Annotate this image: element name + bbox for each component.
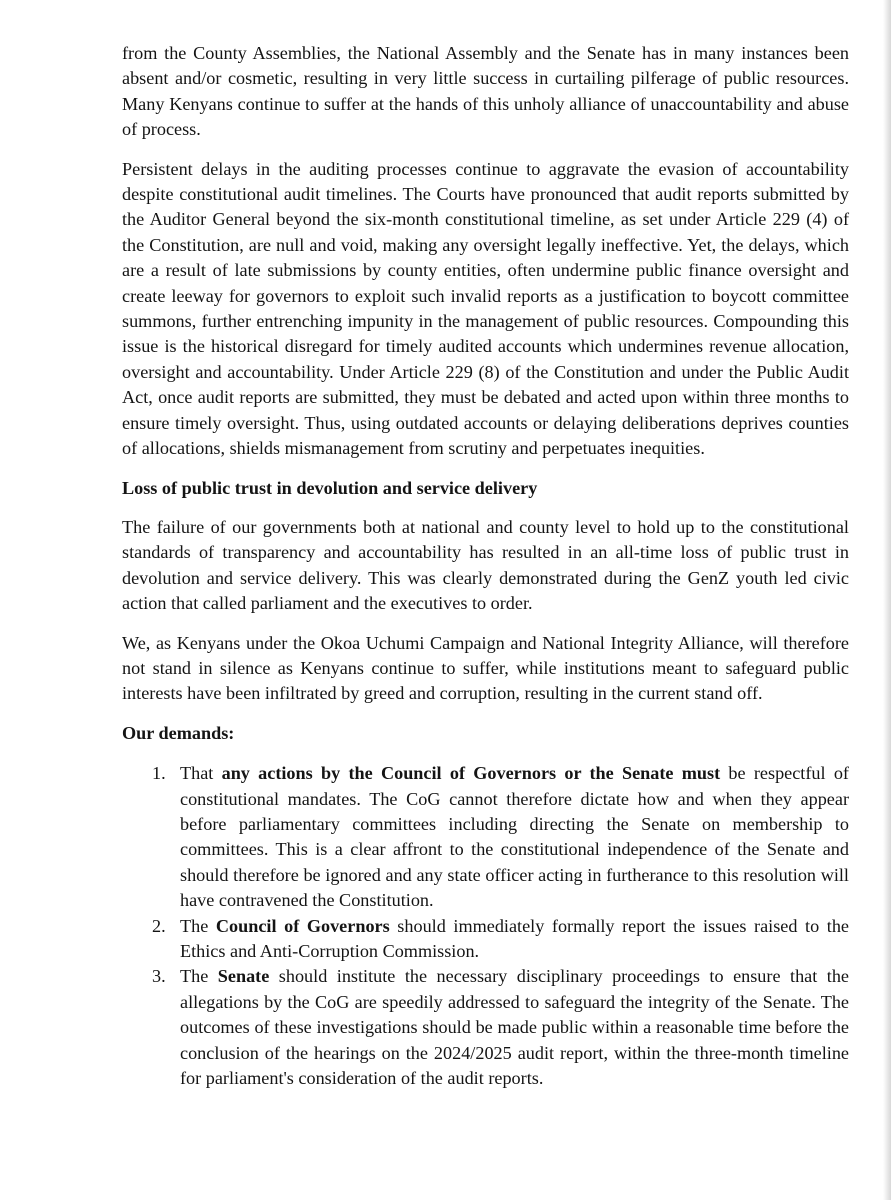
- demand-number: 1.: [152, 763, 166, 784]
- demand-text-bold: any actions by the Council of Governors or the Senate must: [221, 763, 721, 784]
- demand-text-pre: That: [180, 763, 222, 784]
- paragraph-oversight: from the County Assemblies, the National Assembly and the Senate has in many instances been absent and/or cosmetic, resulting in very little success in curtailing pilferage of public resources. Many Kenyans continue to suffer at the hands of this unholy alliance of unaccountability and abuse of process.: [122, 43, 849, 140]
- demand-text-bold: Council of Governors: [215, 915, 390, 936]
- paragraph-audit-delays: Persistent delays in the auditing processes continue to aggravate the evasion of accountability despite constitutional audit timelines. The Courts have pronounced that audit reports submitted by the Auditor General beyond the six-month constitutional timeline, as set under Article 229 (4) of the Constitution, are null and void, making any oversight legally ineffective. Yet, the delays, which are a result of late submissions by county entities, often undermine public finance oversight and create leeway for governors to exploit such invalid reports as a justification to boycott committee summons, further entrenching impunity in the management of public resources. Compounding this issue is the historical disregard for timely audited accounts which undermines revenue allocation, oversight and accountability. Under Article 229 (8) of the Constitution and under the Public Audit Act, once audit reports are submitted, they must be debated and acted upon within three months to ensure timely oversight. Thus, using outdated accounts or delaying deliberations deprives counties of allocations, shields mismanagement from scrutiny and perpetuates inequities.: [122, 158, 849, 459]
- paragraph-okoa-uchumi: We, as Kenyans under the Okoa Uchumi Campaign and National Integrity Alliance, will therefore not stand in silence as Kenyans continue to suffer, while institutions meant to safeguard public interests have been infiltrated by greed and corruption, resulting in the current stand off.: [122, 632, 849, 704]
- demand-text-bold: Senate: [217, 966, 270, 987]
- demands-list: [122, 761, 849, 1091]
- demand-number: 3.: [152, 966, 166, 987]
- page-edge-shadow: [883, 0, 891, 1200]
- demand-text-post: should institute the necessary disciplinary proceedings to ensure that the allegations by the CoG are speedily addressed to safeguard the integrity of the Senate. The outcomes of these investigations should be made public within a reasonable time before the conclusion of the hearings on the 2024/2025 audit report, within the three-month timeline for parliament's consideration of the audit reports.: [180, 966, 849, 1089]
- demand-text-pre: The: [180, 915, 216, 936]
- demand-item: [152, 761, 849, 913]
- demand-text-pre: The: [180, 966, 218, 987]
- heading-loss-of-trust: Loss of public trust in devolution and service delivery: [122, 477, 538, 498]
- demand-number: 2.: [152, 915, 166, 936]
- paragraph-governments-failure: The failure of our governments both at national and county level to hold up to the constitutional standards of transparency and accountability has resulted in an all-time loss of public trust in devolution and service delivery. This was clearly demonstrated during the GenZ youth led civic action that called parliament and the executives to order.: [122, 516, 849, 614]
- demand-item: [152, 964, 849, 1091]
- heading-our-demands: Our demands:: [122, 722, 235, 743]
- demand-text-post: should immediately formally report the issues raised to the Ethics and Anti-Corruption Commission.: [180, 915, 849, 961]
- demand-item: [152, 914, 849, 965]
- demand-text-post: be respectful of constitutional mandates. The CoG cannot therefore dictate how and when they appear before parliamentary committees including directing the Senate on membership to committees. This is a clear affront to the constitutional independence of the Senate and should therefore be ignored and any state officer acting in furtherance to this resolution will have contravened the Constitution.: [180, 763, 849, 911]
